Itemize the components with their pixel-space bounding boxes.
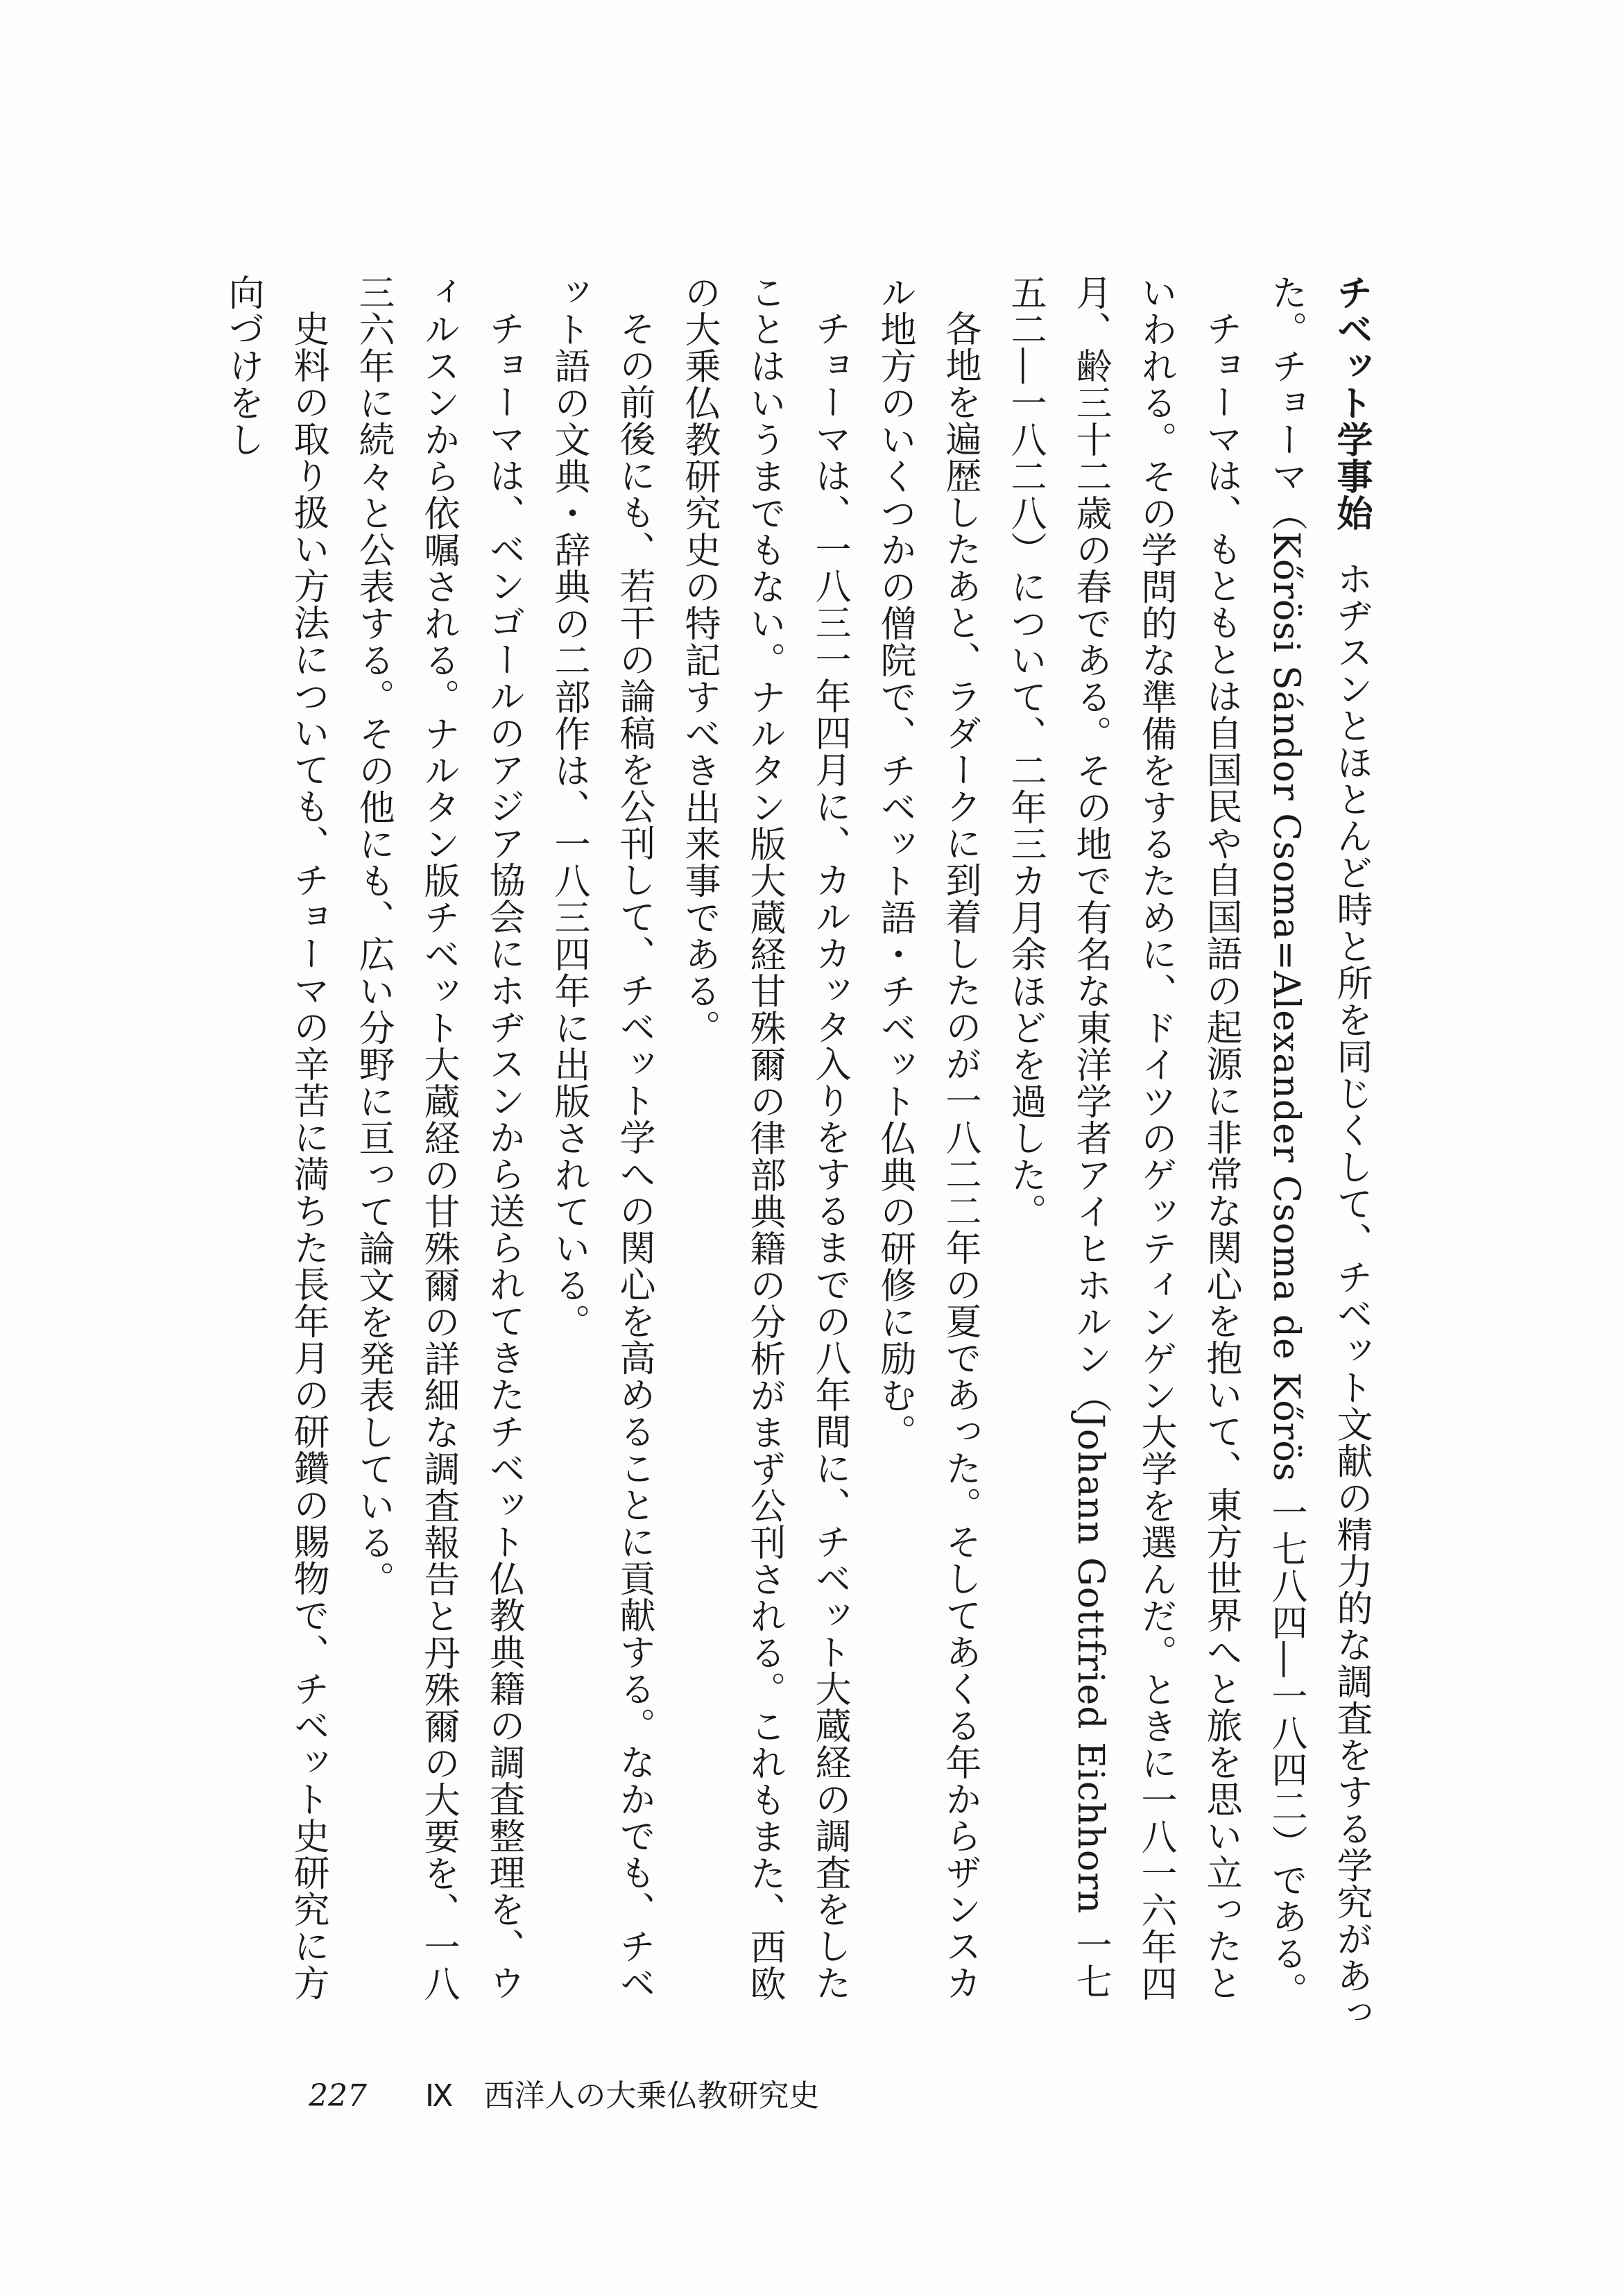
paragraph-6: 史料の取り扱い方法についても、チョーマの辛苦に満ちた長年月の研鑽の賜物で、チベット史研究に方向づけをし [222, 274, 329, 2001]
paragraph-2: 各地を遍歴したあと、ラダークに到着したのが一八二二年の夏であった。そしてあくる年からザンスカル地方のいくつかの僧院で、チベット語・チベット仏典の研修に励む。 [874, 274, 981, 2001]
paragraph-5: チョーマは、ベンゴールのアジア協会にホヂスンから送られてきたチベット仏教典籍の調査整理を、ウィルスンから依嘱される。ナルタン版チベット大蔵経の甘殊爾の詳細な調査報告と丹殊爾の大要を、一八三六年に続々と公表する。その他にも、広い分野に亘って論文を発表している。 [352, 274, 524, 2002]
chapter-title: 西洋人の大乗仏教研究史 [483, 2078, 820, 2114]
section-lead-text: ホヂスンとほとんど時と所を同じくして、チベット文献の精力的な調査をする学究があった。チョーマ（Kőrösi Sándor Csoma=Alexander Csoma de Kőrös 一七八四―一八四二）である。 [1265, 274, 1372, 2031]
section-heading: チベット学事始 [1330, 274, 1372, 531]
paragraph-3: チョーマは、一八三一年四月に、カルカッタ入りをするまでの八年間に、チベット大蔵経の調査をしたことはいうまでもない。ナルタン版大蔵経甘殊爾の律部典籍の分析がまず公刊される。これもまた、西欧の大乗仏教研究史の特記すべき出来事である。 [678, 274, 850, 2002]
page-footer [309, 2071, 819, 2115]
chapter-numeral: Ⅸ [424, 2079, 454, 2113]
vertical-body-text [222, 274, 1384, 2036]
paragraph-1: チョーマは、もともとは自国民や自国語の起源に非常な関心を抱いて、東方世界へと旅を思い立ったといわれる。その学問的な準備をするために、ドイツのゲッティンゲン大学を選んだ。ときに一八一六年四月、齢三十二歳の春である。その地で有名な東洋学者アイヒホルン（Johann Gottfried Eichhorn 一七五二―一八二八）について、二年三カ月余ほどを過した。 [1004, 274, 1242, 2002]
page-number: 227 [309, 2078, 367, 2114]
section-lead-paragraph [1253, 274, 1384, 2036]
paragraph-4: その前後にも、若干の論稿を公刊して、チベット学への関心を高めることに貢献する。なかでも、チベット語の文典・辞典の二部作は、一八三四年に出版されている。 [548, 274, 655, 2001]
